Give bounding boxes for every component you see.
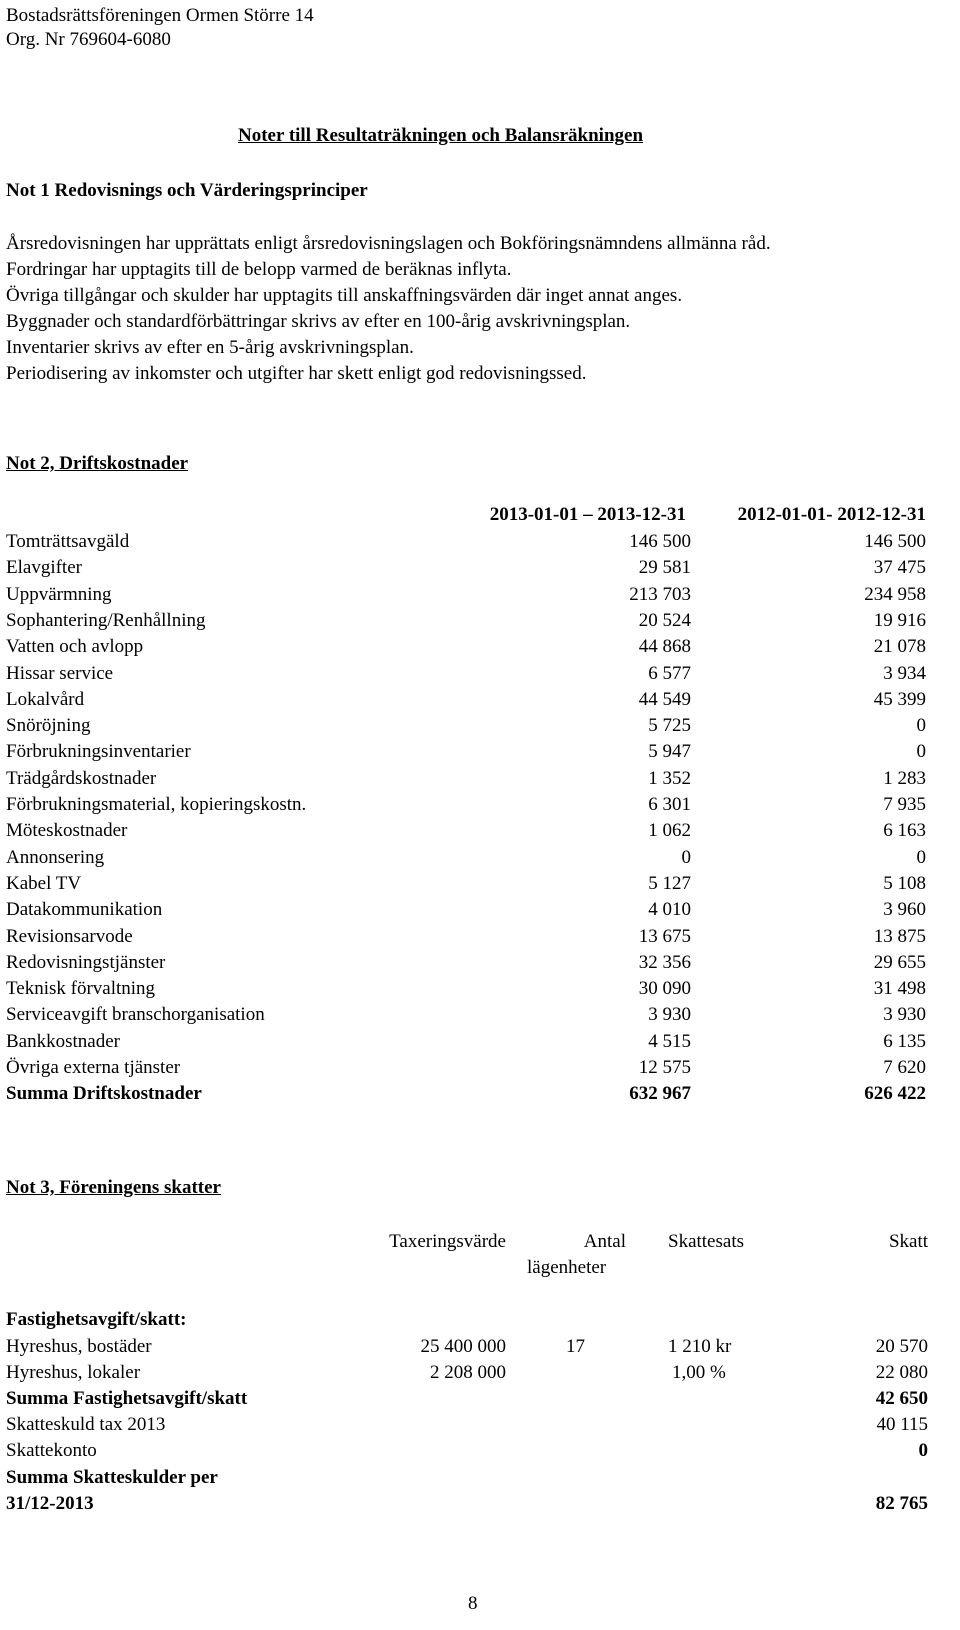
- value-2012: 1 283: [883, 768, 926, 789]
- value-2012: 3 960: [883, 899, 926, 920]
- value-2013: 30 090: [638, 978, 691, 999]
- value-2013: 6 577: [648, 663, 691, 684]
- tax-row-taxeringsvarde: 2 208 000: [430, 1362, 506, 1383]
- value-2012: 0: [916, 741, 926, 762]
- summa-skatteskulder-label: Summa Skatteskulder per: [6, 1467, 218, 1488]
- cost-label: Redovisningstjänster: [6, 952, 166, 973]
- value-2013: 4 515: [648, 1031, 691, 1052]
- value-2013: 5 127: [648, 873, 691, 894]
- cost-label: Elavgifter: [6, 557, 82, 578]
- value-2013: 1 062: [648, 820, 691, 841]
- value-2013: 13 675: [638, 926, 691, 947]
- cost-label: Datakommunikation: [6, 899, 163, 920]
- note1-line: Årsredovisningen har upprättats enligt årsredovisningslagen och Bokföringsnämndens allmänna råd.: [6, 233, 771, 254]
- note2-col-2012-header: 2012-01-01- 2012-12-31: [737, 504, 926, 525]
- cost-label: Revisionsarvode: [6, 926, 133, 947]
- value-2013: 632 967: [629, 1083, 691, 1104]
- org-number: Org. Nr 769604-6080: [6, 29, 171, 50]
- value-2013: 0: [681, 847, 691, 868]
- summa-skatteskulder-date: 31/12-2013: [6, 1493, 94, 1514]
- value-2012: 0: [916, 847, 926, 868]
- note2-row: [6, 845, 926, 871]
- note1-line: Övriga tillgångar och skulder har upptagits till anskaffningsvärden där inget annat anges.: [6, 285, 683, 306]
- note2-row: [6, 950, 926, 976]
- note2-row: [6, 871, 926, 897]
- note2-row: [6, 1002, 926, 1028]
- value-2013: 12 575: [638, 1057, 691, 1078]
- note1-line: Inventarier skrivs av efter en 5-årig avskrivningsplan.: [6, 337, 414, 358]
- value-2012: 5 108: [883, 873, 926, 894]
- tax-row-antal: 17: [566, 1336, 585, 1357]
- note2-row: [6, 582, 926, 608]
- cost-label: Uppvärmning: [6, 584, 112, 605]
- value-2013: 6 301: [648, 794, 691, 815]
- note2-row: [6, 713, 926, 739]
- value-2013: 1 352: [648, 768, 691, 789]
- cost-label: Bankkostnader: [6, 1031, 120, 1052]
- cost-label: Hissar service: [6, 663, 114, 684]
- value-2012: 3 930: [883, 1004, 926, 1025]
- tax-row-taxeringsvarde: 25 400 000: [420, 1336, 506, 1357]
- value-2012: 146 500: [864, 531, 926, 552]
- value-2012: 6 135: [883, 1031, 926, 1052]
- value-2013: 5 725: [648, 715, 691, 736]
- note2-row: [6, 818, 926, 844]
- note2-row: [6, 1029, 926, 1055]
- summa-fastighetsavgift-label: Summa Fastighetsavgift/skatt: [6, 1388, 248, 1409]
- value-2013: 4 010: [648, 899, 691, 920]
- cost-label: Möteskostnader: [6, 820, 128, 841]
- note2-title: Not 2, Driftskostnader: [6, 453, 189, 474]
- col-antal-header-line2: lägenheter: [527, 1257, 607, 1278]
- value-2012: 6 163: [883, 820, 926, 841]
- value-2012: 21 078: [873, 636, 926, 657]
- tax-row-label: Hyreshus, lokaler: [6, 1362, 141, 1383]
- note1-line: Periodisering av inkomster och utgifter har skett enligt god redovisningssed.: [6, 363, 587, 384]
- value-2013: 29 581: [638, 557, 691, 578]
- value-2013: 5 947: [648, 741, 691, 762]
- cost-label: Summa Driftskostnader: [6, 1083, 202, 1104]
- note2-row: [6, 634, 926, 660]
- tax-row-skattesats: 1,00 %: [672, 1362, 726, 1383]
- value-2012: 0: [916, 715, 926, 736]
- cost-label: Tomträttsavgäld: [6, 531, 130, 552]
- value-2012: 19 916: [873, 610, 926, 631]
- note2-row: [6, 687, 926, 713]
- note2-row: [6, 792, 926, 818]
- org-name: Bostadsrättsföreningen Ormen Större 14: [6, 5, 314, 26]
- note1-title: Not 1 Redovisnings och Värderingsprinciper: [6, 180, 368, 201]
- value-2012: 7 935: [883, 794, 926, 815]
- value-2012: 45 399: [873, 689, 926, 710]
- cost-label: Lokalvård: [6, 689, 85, 710]
- note2-row: [6, 608, 926, 634]
- cost-label: Annonsering: [6, 847, 105, 868]
- value-2013: 3 930: [648, 1004, 691, 1025]
- cost-label: Sophantering/Renhållning: [6, 610, 206, 631]
- value-2012: 3 934: [883, 663, 926, 684]
- note2-row: [6, 766, 926, 792]
- note2-row: [6, 1055, 926, 1081]
- value-2012: 7 620: [883, 1057, 926, 1078]
- note2-total-row: [6, 1081, 926, 1107]
- note2-row: [6, 555, 926, 581]
- note2-row: [6, 661, 926, 687]
- note2-row: [6, 739, 926, 765]
- value-2012: 234 958: [864, 584, 926, 605]
- col-skatt-header: Skatt: [888, 1231, 928, 1252]
- value-2013: 32 356: [638, 952, 691, 973]
- value-2012: 29 655: [873, 952, 926, 973]
- col-taxeringsvarde-header: Taxeringsvärde: [389, 1231, 506, 1252]
- skatteskuld-value: 40 115: [876, 1414, 928, 1435]
- skattekonto-label: Skattekonto: [6, 1440, 97, 1461]
- note2-row: [6, 529, 926, 555]
- cost-label: Snöröjning: [6, 715, 91, 736]
- tax-row-label: Hyreshus, bostäder: [6, 1336, 152, 1357]
- cost-label: Övriga externa tjänster: [6, 1057, 181, 1078]
- note3-title: Not 3, Föreningens skatter: [6, 1177, 221, 1198]
- note2-row: [6, 897, 926, 923]
- skatteskuld-label: Skatteskuld tax 2013: [6, 1414, 166, 1435]
- value-2013: 44 549: [638, 689, 691, 710]
- value-2013: 44 868: [638, 636, 691, 657]
- value-2012: 626 422: [864, 1083, 926, 1104]
- note2-col-2013-header: 2013-01-01 – 2013-12-31: [489, 504, 686, 525]
- page-title: Noter till Resultaträkningen och Balansräkningen: [238, 125, 644, 146]
- value-2012: 13 875: [873, 926, 926, 947]
- cost-label: Förbrukningsinventarier: [6, 741, 191, 762]
- value-2013: 213 703: [629, 584, 691, 605]
- cost-label: Serviceavgift branschorganisation: [6, 1004, 265, 1025]
- cost-label: Kabel TV: [6, 873, 82, 894]
- fastighetsavgift-section-label: Fastighetsavgift/skatt:: [6, 1309, 187, 1330]
- note1-line: Fordringar har upptagits till de belopp varmed de beräknas inflyta.: [6, 259, 512, 280]
- tax-row-skatt: 22 080: [875, 1362, 928, 1383]
- cost-label: Förbrukningsmaterial, kopieringskostn.: [6, 794, 307, 815]
- skattekonto-value: 0: [918, 1440, 928, 1461]
- cost-label: Teknisk förvaltning: [6, 978, 156, 999]
- col-skattesats-header: Skattesats: [668, 1231, 744, 1252]
- col-antal-header: Antal: [583, 1231, 626, 1252]
- summa-fastighetsavgift-value: 42 650: [875, 1388, 928, 1409]
- note2-row: [6, 976, 926, 1002]
- cost-label: Vatten och avlopp: [6, 636, 144, 657]
- tax-row-skatt: 20 570: [875, 1336, 928, 1357]
- value-2012: 31 498: [873, 978, 926, 999]
- value-2012: 37 475: [873, 557, 926, 578]
- page-number: 8: [468, 1593, 478, 1614]
- summa-skatteskulder-value: 82 765: [875, 1493, 928, 1514]
- value-2013: 146 500: [629, 531, 691, 552]
- note2-row: [6, 924, 926, 950]
- cost-label: Trädgårdskostnader: [6, 768, 157, 789]
- tax-row-skattesats: 1 210 kr: [668, 1336, 732, 1357]
- note1-line: Byggnader och standardförbättringar skrivs av efter en 100-årig avskrivningsplan.: [6, 311, 631, 332]
- value-2013: 20 524: [638, 610, 691, 631]
